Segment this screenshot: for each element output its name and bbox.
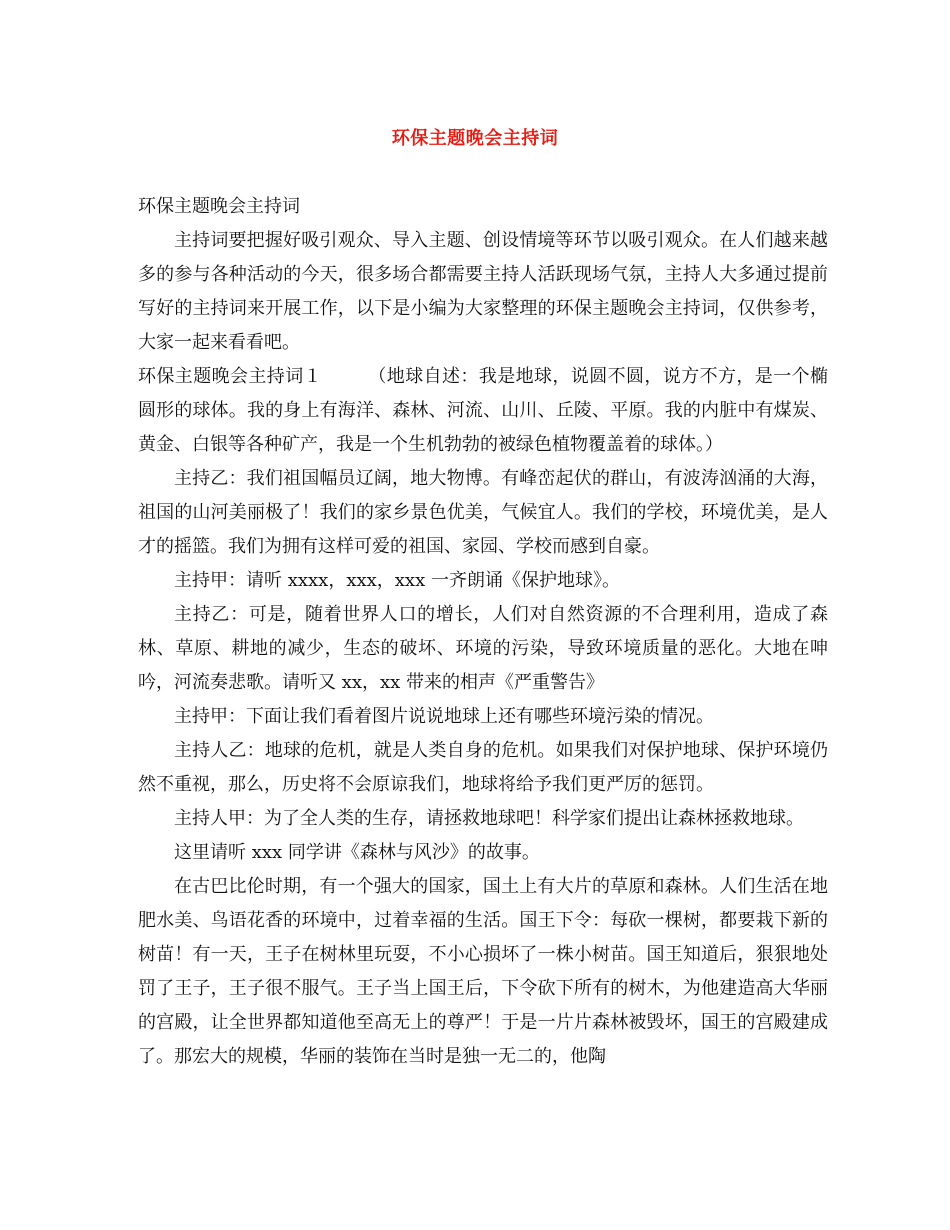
paragraph: 主持甲：下面让我们看着图片说说地球上还有哪些环境污染的情况。: [174, 706, 714, 727]
paragraph: 主持人乙：地球的危机，就是人类自身的危机。如果我们对保护地球、保护环境仍然不重视，那么，历史将不会原谅我们，地球将给予我们更严厉的惩罚。: [138, 740, 828, 795]
earth-monologue: （地球自述：我是地球，说圆不圆，说方不方，是一个椭圆形的球体。我的身上有海洋、森林、河流、山川、丘陵、平原。我的内脏中有煤炭、黄金、白银等各种矿产，我是一个生机勃勃的被绿色植物覆盖着的球体。）: [138, 366, 828, 455]
paragraph: 这里请听 xxx 同学讲《森林与风沙》的故事。: [174, 842, 540, 863]
section-heading: 环保主题晚会主持词１: [138, 366, 322, 387]
paragraph: 主持人甲：为了全人类的生存，请拯救地球吧！科学家们提出让森林拯救地球。: [174, 808, 804, 829]
document-title: 环保主题晚会主持词: [391, 128, 559, 149]
document-body: [138, 190, 828, 1074]
paragraph: 主持乙：我们祖国幅员辽阔，地大物博。有峰峦起伏的群山，有波涛汹涌的大海，祖国的山河美丽极了！我们的家乡景色优美，气候宜人。我们的学校，环境优美，是人才的摇篮。我们为拥有这样可爱的祖国、家园、学校而感到自豪。: [138, 468, 828, 557]
subtitle-line: 环保主题晚会主持词: [138, 196, 300, 217]
section-paragraph: [138, 360, 828, 462]
paragraph: 主持甲：请听 xxxx，xxx，xxx 一齐朗诵《保护地球》。: [174, 570, 620, 591]
intro-paragraph: 主持词要把握好吸引观众、导入主题、创设情境等环节以吸引观众。在人们越来越多的参与各种活动的今天，很多场合都需要主持人活跃现场气氛，主持人大多通过提前写好的主持词来开展工作，以下是小编为大家整理的环保主题晚会主持词，仅供参考，大家一起来看看吧。: [138, 230, 828, 353]
story-paragraph: 在古巴比伦时期，有一个强大的国家，国土上有大片的草原和森林。人们生活在地肥水美、鸟语花香的环境中，过着幸福的生活。国王下令：每砍一棵树，都要栽下新的树苗！有一天，王子在树林里玩耍，不小心损坏了一株小树苗。国王知道后，狠狠地处罚了王子，王子很不服气。王子当上国王后，下令砍下所有的树木，为他建造高大华丽的宫殿，让全世界都知道他至高无上的尊严！于是一片片森林被毁坏，国王的宫殿建成了。那宏大的规模，华丽的装饰在当时是独一无二的，他陶: [138, 876, 828, 1067]
paragraph: 主持乙：可是，随着世界人口的增长，人们对自然资源的不合理利用，造成了森林、草原、耕地的减少，生态的破坏、环境的污染，导致环境质量的恶化。大地在呻吟，河流奏悲歌。请听又 xx，xx 带来的相声《严重警告》: [138, 604, 828, 693]
